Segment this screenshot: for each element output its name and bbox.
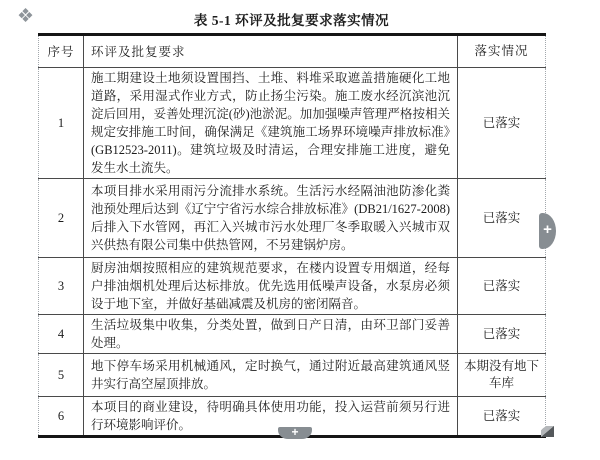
table-move-handle-icon[interactable]: ❖ [17, 6, 35, 27]
requirement-cell[interactable]: 本项目排水采用雨污分流排水系统。生活污水经隔油池防渗化粪池预处理后达到《辽宁宁省污水综合排放标准》(DB21/1627-2008)后排入下水管网，再汇入兴城市污水处理厂冬季取暖入兴城市双兴供热有限公司集中供热管网，不另建锅炉房。 [84, 179, 458, 258]
status-cell[interactable]: 已落实 [458, 258, 546, 315]
requirement-cell[interactable]: 生活垃圾集中收集，分类处置，做到日产日清，由环卫部门妥善处理。 [84, 315, 458, 354]
add-row-handle[interactable] [278, 427, 312, 439]
env-requirements-table [38, 33, 546, 438]
table-row [39, 179, 546, 258]
row-number-cell[interactable]: 3 [39, 258, 84, 315]
status-cell[interactable]: 已落实 [458, 179, 546, 258]
row-number-cell[interactable]: 2 [39, 179, 84, 258]
status-cell[interactable]: 本期没有地下车库 [458, 354, 546, 397]
table-row [39, 315, 546, 354]
status-cell[interactable]: 已落实 [458, 397, 546, 437]
requirement-cell[interactable]: 厨房油烟按照相应的建筑规范要求，在楼内设置专用烟道，经每户排油烟机处理后达标排放。优先选用低噪声设备，水泵房必须设于地下室，并做好基础减震及机房的密闭隔音。 [84, 258, 458, 315]
status-cell[interactable]: 已落实 [458, 68, 546, 179]
add-column-handle[interactable] [539, 213, 556, 249]
requirement-cell[interactable]: 本项目的商业建设，待明确具体使用功能，投入运营前须另行进行环境影响评价。 [84, 397, 458, 437]
table-row [39, 354, 546, 397]
header-cell-requirement[interactable]: 环评及批复要求 [84, 35, 458, 68]
plus-icon: + [543, 221, 552, 238]
table-resize-handle-icon[interactable] [541, 426, 554, 437]
requirement-cell[interactable]: 地下停车场采用机械通风，定时换气，通过附近最高建筑通风竖井实行高空屋顶排放。 [84, 354, 458, 397]
plus-icon: + [291, 425, 299, 439]
row-number-cell[interactable]: 5 [39, 354, 84, 397]
table-row [39, 68, 546, 179]
row-number-cell[interactable]: 4 [39, 315, 84, 354]
row-number-cell[interactable]: 1 [39, 68, 84, 179]
header-row [39, 35, 546, 68]
header-cell-no[interactable]: 序号 [39, 35, 84, 68]
status-cell[interactable]: 已落实 [458, 315, 546, 354]
table-row [39, 258, 546, 315]
row-number-cell[interactable]: 6 [39, 397, 84, 437]
header-cell-status[interactable]: 落实情况 [458, 35, 546, 68]
requirement-cell[interactable]: 施工期建设土地须设置围挡、土堆、料堆采取遮盖措施硬化工地道路，采用湿式作业方式，防止扬尘污染。施工废水经沉滨池沉淀后回用，妥善处理沉淀(砂)池淤泥。加加强噪声管理严格按相关规定安排施工时间，确保满足《建筑施工场界环境噪声排放标准》(GB12523-2011)。建筑垃圾及时清运，合理安排施工进度，避免发生水土流失。 [84, 68, 458, 179]
table-caption[interactable]: 表 5-1 环评及批复要求落实情况 [193, 13, 390, 28]
